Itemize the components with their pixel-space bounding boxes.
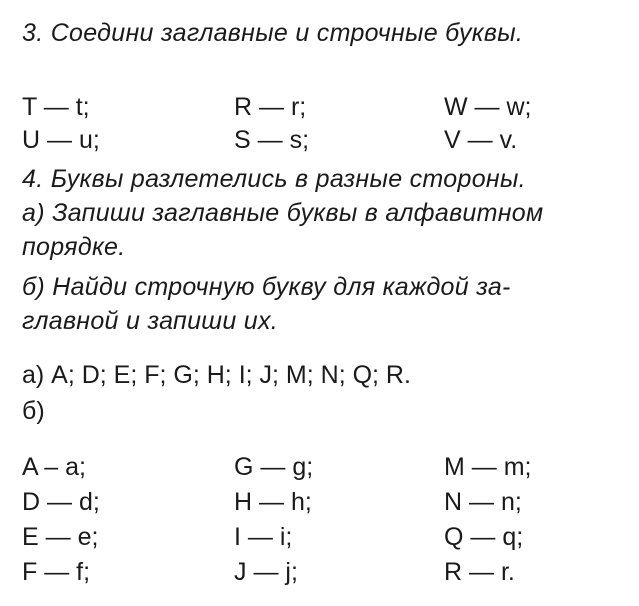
pair-cell: S — s;: [234, 126, 310, 154]
pair-cell: G — g;: [234, 453, 314, 481]
task3-title: 3. Соедини заглавные и строчные буквы.: [22, 19, 524, 47]
pair-cell: D — d;: [22, 488, 100, 516]
pair-cell: W — w;: [444, 93, 532, 121]
answer-a: а) A; D; E; F; G; H; I; J; M; N; Q; R.: [22, 361, 411, 389]
task4-part-b: б) Найди строчную букву для каждой за-: [22, 273, 511, 301]
task4-title: 4. Буквы разлетелись в разные стороны.: [22, 165, 526, 193]
pair-cell: R — r.: [444, 558, 515, 586]
task4-part-b-cont: главной и запиши их.: [22, 307, 279, 335]
pair-cell: A – a;: [22, 453, 86, 481]
pair-cell: J — j;: [234, 558, 298, 586]
pair-cell: I — i;: [234, 523, 293, 551]
pair-cell: Q — q;: [444, 523, 524, 551]
pair-cell: H — h;: [234, 488, 312, 516]
pair-cell: U — u;: [22, 126, 100, 154]
pair-cell: T — t;: [22, 93, 90, 121]
pair-cell: F — f;: [22, 558, 91, 586]
pair-cell: R — r;: [234, 93, 307, 121]
pair-cell: E — e;: [22, 523, 99, 551]
task4-part-a: а) Запиши заглавные буквы в алфавитном: [22, 199, 544, 227]
answer-b-label: б): [22, 397, 45, 425]
pair-cell: N — n;: [444, 488, 522, 516]
task4-part-a-cont: порядке.: [22, 233, 126, 261]
pair-cell: V — v.: [444, 126, 518, 154]
pair-cell: M — m;: [444, 453, 532, 481]
